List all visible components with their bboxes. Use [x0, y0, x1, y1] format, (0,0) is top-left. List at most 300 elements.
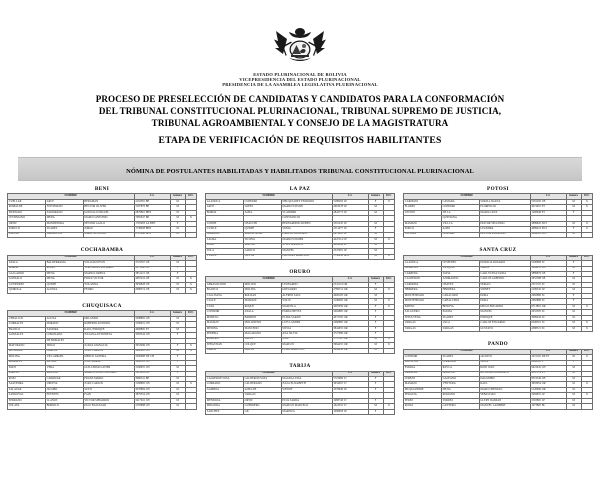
cell-apellido-materno: CANTERO [441, 404, 479, 409]
cell-nombres: DORA [479, 299, 530, 304]
cell-apellido-materno: BARBON [243, 315, 281, 320]
cell-apellido-paterno: AYALA [8, 261, 46, 266]
col-header-ci: C.I. [332, 194, 368, 199]
cell-apellido-materno: PALMA [441, 310, 479, 315]
col-header-ci: C.I. [134, 311, 170, 316]
col-header-genero: Género [368, 371, 383, 376]
cell-apellido-paterno: CONDE [206, 221, 244, 226]
cell-apellido-materno: ROMANO [441, 393, 479, 398]
cell-nombres: JUAN CARLOS [83, 349, 134, 354]
cell-ioc [185, 404, 196, 409]
cell-apellido-materno: MOLINA [45, 371, 83, 376]
cell-apellido-paterno: CALDERON SOSA [206, 377, 244, 382]
cell-apellido-materno: ROLDAN [243, 293, 281, 298]
page-subtitle: ETAPA DE VERIFICACIÓN DE REQUISITOS HABILITANTES [158, 134, 442, 146]
bolivia-coat-of-arms [272, 26, 328, 70]
cell-ioc: X [581, 382, 592, 387]
cell-apellido-paterno: CARDONA [404, 282, 442, 287]
cell-nombres: DAGOMBO [479, 377, 530, 382]
cell-ci: 2547901 LP [332, 249, 368, 254]
cell-genero: M [170, 232, 185, 237]
table-row [8, 288, 197, 293]
cell-apellido-materno: MANDEPORA [45, 221, 83, 226]
cell-apellido-materno: TRIGO [45, 344, 83, 349]
cell-genero: M [566, 387, 581, 392]
cell-apellido-paterno: FRANCO [8, 327, 46, 332]
cell-apellido-paterno: CALLE [206, 299, 244, 304]
cell-apellido-paterno: ALARCON [404, 266, 442, 271]
cell-ioc [581, 404, 592, 409]
cell-apellido-materno: MACHO [243, 243, 281, 248]
cell-ci: 4668895 PT [134, 327, 170, 332]
cell-ci: 2199545 LP [530, 288, 566, 293]
department-table [403, 255, 593, 333]
cell-ci: 5723966 TJ [332, 377, 368, 382]
cell-ci: 4005056 OR [332, 304, 368, 309]
cell-genero: F [170, 266, 185, 271]
cell-genero: F [566, 210, 581, 215]
cell-ci: 3864385 POT [530, 232, 566, 237]
cell-genero: M [368, 337, 383, 342]
cell-ci: 3464885 OR [332, 310, 368, 315]
cell-ioc: X [383, 304, 394, 309]
department-block [7, 303, 197, 410]
cell-ci: 7985647 BE [134, 216, 170, 221]
cell-apellido-paterno: TOLA [206, 249, 244, 254]
cell-ci: 3167876 BE [134, 205, 170, 210]
cell-genero: M [368, 293, 383, 298]
cell-apellido-materno: CHAVARI [441, 232, 479, 237]
cell-ci: 3653499 CH [134, 344, 170, 349]
cell-genero: F [368, 387, 383, 392]
cell-apellido-paterno: ARCE [206, 205, 244, 210]
cell-apellido-materno: GIL [243, 409, 281, 414]
cell-nombres: ERICK VICTOR [83, 277, 134, 282]
cell-apellido-paterno: HERRERA [404, 288, 442, 293]
cell-apellido-paterno: MEDINA [206, 326, 244, 331]
department-columns [0, 181, 600, 424]
cell-apellido-paterno: SERRANO [8, 398, 46, 403]
cell-nombres: YOLANDA [83, 282, 134, 287]
col-header-ioc: IOC [581, 194, 592, 199]
cell-genero: F [566, 272, 581, 277]
cell-apellido-materno: CONDORI [243, 199, 281, 204]
cell-apellido-materno: JACOBO [45, 387, 83, 392]
cell-apellido-materno: LLANOS [45, 398, 83, 403]
cell-nombres: JULIA ELIZABETH [281, 382, 332, 387]
cell-apellido-materno: GUERRERO [243, 404, 281, 409]
cell-ci: 2844773 LP [332, 210, 368, 215]
cell-nombres: VICTOR MEDARDO [83, 398, 134, 403]
department-table [7, 193, 197, 238]
cell-ci: 3634655 TJ [332, 382, 368, 387]
cell-genero: F [368, 377, 383, 382]
cell-apellido-paterno: PERALTA [404, 393, 442, 398]
cell-apellido-paterno: GUTIERREZ [8, 282, 46, 287]
cell-ioc: X [383, 299, 394, 304]
org-line-2: VICEPRESIDENCIA DEL ESTADO PLURINACIONAL [239, 77, 361, 83]
cell-nombres: ANA SILVIA [281, 332, 332, 337]
cell-ci: 5281295 CB [530, 199, 566, 204]
cell-ioc: X [581, 355, 592, 360]
cell-ci: 8519546 CB [530, 377, 566, 382]
department-block [403, 186, 593, 238]
cell-nombres: MARCO ANTONIO [83, 216, 134, 221]
cell-apellido-materno: CESPEDES [441, 261, 479, 266]
cell-ioc [383, 409, 394, 414]
cell-apellido-materno: FUENTES [45, 393, 83, 398]
cell-nombres: SERGIO [479, 282, 530, 287]
cell-apellido-paterno: CUELLAR [8, 199, 46, 204]
cell-ioc: X [185, 288, 196, 293]
cell-apellido-materno: PRIETO [243, 348, 281, 353]
cell-ioc: X [581, 393, 592, 398]
cell-genero: M [170, 227, 185, 232]
cell-apellido-paterno: MUQUIANDRE [404, 387, 442, 392]
cell-apellido-paterno: ALANOCA [206, 199, 244, 204]
cell-apellido-materno: COLQUE [243, 343, 281, 348]
cell-apellido-paterno: MAMANI [404, 382, 442, 387]
department-name: POTOSI [487, 185, 509, 192]
cell-nombres: ANTONIO HUMBERTO [479, 371, 530, 376]
cell-nombres: SIMON [479, 266, 530, 271]
cell-ci: 3899455 CB [530, 266, 566, 271]
col-header-ioc: IOC [581, 255, 592, 260]
cell-apellido-materno: CARRIZAR [45, 377, 83, 382]
cell-genero: F [566, 360, 581, 365]
cell-nombres: WENDY [281, 387, 332, 392]
cell-apellido-materno: SUAREZ [441, 355, 479, 360]
cell-nombres: RONI IVAN [479, 366, 530, 371]
cell-ci: 2515725 SC [530, 282, 566, 287]
cell-ci: 1624352 TJ [332, 404, 368, 409]
col-header-nombre: NOMBRE [404, 255, 531, 260]
cell-nombres: SEBASTIAN [479, 393, 530, 398]
cell-ci: 3593865 LP [530, 398, 566, 403]
cell-ci: 3078984 CH [134, 387, 170, 392]
cell-ci: 3936828 CB [134, 282, 170, 287]
cell-ci: 1098658 LP [332, 409, 368, 414]
cell-ci: 4006185 OR [332, 293, 368, 298]
department-table [7, 255, 197, 294]
department-block [205, 363, 395, 415]
cell-apellido-materno: TICONA [243, 238, 281, 243]
cell-apellido-paterno: ROMALDE [8, 205, 46, 210]
cell-apellido-paterno: ESPADA [404, 366, 442, 371]
cell-ci: 3889845 POT [530, 221, 566, 226]
cell-apellido-paterno: FAGALDE [404, 371, 442, 376]
cell-apellido-materno: DE LA [441, 210, 479, 215]
cell-apellido-materno: CAMARA [441, 199, 479, 204]
col-header-ci: C.I. [530, 349, 566, 354]
department-name: PANDO [487, 341, 509, 348]
cell-ci: 2679985 LP [332, 232, 368, 237]
cell-nombres: SOFIA [479, 360, 530, 365]
cell-apellido-materno: ROJAS [45, 266, 83, 271]
col-header-genero: Género [368, 277, 383, 282]
cell-ioc: X [383, 404, 394, 409]
cell-apellido-paterno: LETONI [404, 210, 442, 215]
cell-apellido-materno: QUISPE [45, 282, 83, 287]
cell-nombres: MARIA CRUZ [479, 210, 530, 215]
cell-apellido-paterno: GAMBOA [206, 387, 244, 392]
cell-genero: F [170, 371, 185, 376]
cell-genero: M [566, 398, 581, 403]
cell-ci: 3417941 CH [134, 398, 170, 403]
cell-ci: 4447114 LP [332, 238, 368, 243]
cell-apellido-paterno: MAMANI [404, 221, 442, 226]
cell-apellido-paterno: GONZALO [8, 277, 46, 282]
cell-genero: F [566, 293, 581, 298]
col-header-nombre: NOMBRE [404, 194, 531, 199]
cell-nombres: MARIO LORENA [83, 272, 134, 277]
cell-apellido-materno: MEJIA [45, 272, 83, 277]
cell-apellido-paterno: GALLARDO [8, 272, 46, 277]
cell-nombres: DORA [479, 293, 530, 298]
cell-genero: M [368, 205, 383, 210]
cell-apellido-paterno: YUPIZZ [206, 254, 244, 259]
cell-genero: F [368, 304, 383, 309]
cell-nombres: MAGDA LUISA [281, 377, 332, 382]
cell-nombres: PAUL BALTAZAR [83, 404, 134, 409]
cell-apellido-materno: SUAREZ [45, 227, 83, 232]
cell-apellido-materno: ANDRANDO [441, 277, 479, 282]
cell-ioc: X [383, 288, 394, 293]
cell-genero: M [566, 266, 581, 271]
cell-nombres: EMMA NIEVES [281, 310, 332, 315]
cell-apellido-materno: VARGAS [441, 326, 479, 331]
cell-nombres: MARITZA [281, 409, 332, 414]
cell-ioc: X [581, 321, 592, 326]
cell-apellido-paterno: MORALES [8, 360, 46, 365]
cell-ci: 1673865 BC [530, 404, 566, 409]
cell-apellido-materno: ROQUE [243, 304, 281, 309]
cell-apellido-paterno: TINTAYA [404, 232, 442, 237]
department-name: SANTA CRUZ [479, 247, 517, 254]
cell-apellido-materno: ALBO [441, 227, 479, 232]
cell-genero: M [170, 277, 185, 282]
cell-ci: 3198485 OR [332, 299, 368, 304]
cell-apellido-paterno: SEPULVEDA [404, 315, 442, 320]
cell-apellido-materno: VASQUEZ [441, 266, 479, 271]
cell-apellido-paterno: PATIÑO [404, 304, 442, 309]
cell-genero: M [566, 355, 581, 360]
table-row [206, 254, 395, 259]
cell-apellido-materno: CHAVEZ [441, 282, 479, 287]
cell-apellido-materno: BEDOYA [441, 304, 479, 309]
cell-apellido-paterno: CORRADO [206, 382, 244, 387]
cell-nombres: CARLOS ALBERTO [479, 277, 530, 282]
cell-ci: 3652588 CB [530, 277, 566, 282]
cell-apellido-materno: ACOSTA [45, 288, 83, 293]
cell-apellido-materno: RAYCA [441, 366, 479, 371]
cell-apellido-materno: CABALLERO [441, 299, 479, 304]
cell-apellido-materno: PAUCE [243, 337, 281, 342]
col-header-ci: C.I. [134, 255, 170, 260]
department-name: CHUQUISACA [82, 302, 122, 309]
cell-genero: M [566, 393, 581, 398]
cell-ci: 3188293 LP [332, 199, 368, 204]
cell-ioc [185, 232, 196, 237]
col-header-ci: C.I. [332, 277, 368, 282]
cell-apellido-materno: ACUÑA [45, 316, 83, 321]
cell-apellido-materno: MANCEDO [243, 326, 281, 331]
cell-apellido-materno: ORTIZ [243, 398, 281, 403]
cell-genero: F [566, 227, 581, 232]
cell-apellido-paterno: CORRALES [8, 322, 46, 327]
cell-apellido-materno: MEDA [45, 216, 83, 221]
cell-ioc: X [185, 344, 196, 349]
cell-apellido-paterno: ROMERO [206, 337, 244, 342]
cell-ioc: X [581, 221, 592, 226]
column-1 [3, 186, 201, 419]
cell-nombres: NESTOR GALLO [83, 221, 134, 226]
cell-ci: 3391245 LP [332, 221, 368, 226]
cell-genero: M [368, 348, 383, 353]
cell-genero: M [566, 232, 581, 237]
cell-genero: F [368, 199, 383, 204]
cell-nombres: JORGE ANTONIO [83, 232, 134, 237]
cell-apellido-paterno: CALLISAYA [206, 293, 244, 298]
cell-nombres: SILVIA [281, 326, 332, 331]
cell-genero: M [368, 249, 383, 254]
cell-nombres: MARIO WILMER [281, 238, 332, 243]
cell-nombres: BERNARDINO RUBEN [281, 221, 332, 226]
cell-apellido-paterno: LIMA [206, 243, 244, 248]
cell-ioc [581, 232, 592, 237]
cell-genero: M [566, 382, 581, 387]
col-header-ioc: IOC [383, 194, 394, 199]
col-header-nombre: NOMBRE [206, 371, 333, 376]
cell-ci: 3879354 CH [134, 393, 170, 398]
cell-genero: F [368, 409, 383, 414]
cell-genero: M [368, 221, 383, 226]
cell-apellido-materno: VILLCA [441, 221, 479, 226]
cell-nombres: MARCELA [281, 304, 332, 309]
cell-genero: M [170, 282, 185, 287]
cell-nombres: MARCO BENICIO [479, 387, 530, 392]
cell-apellido-paterno: JUREZO [404, 377, 442, 382]
cell-apellido-materno: TAPIA [441, 272, 479, 277]
cell-genero: M [566, 277, 581, 282]
department-block [205, 186, 395, 260]
cell-nombres: WILLY [281, 299, 332, 304]
cell-apellido-materno: MAMANI [243, 299, 281, 304]
cell-apellido-materno: ALBA [243, 210, 281, 215]
cell-apellido-paterno: PEREZ [404, 398, 442, 403]
cell-apellido-materno: VILLARROEL [45, 355, 83, 360]
cell-apellido-materno: MEJIA [45, 277, 83, 282]
cell-nombres: ELVA ZARDA [281, 398, 332, 403]
department-name: TARIJA [289, 363, 311, 370]
col-header-genero: Género [170, 311, 185, 316]
title-line-2: DEL TRIBUNAL CONSTITUCIONAL PLURINACIONAL, TRIBUNAL SUPREMO DE JUSTICIA, [98, 106, 502, 117]
cell-genero: M [368, 343, 383, 348]
cell-apellido-materno: CALDERADO [243, 382, 281, 387]
cell-apellido-materno: HUYTA [243, 254, 281, 259]
cell-nombres: CRISTIAN MARCELO [281, 254, 332, 259]
cell-apellido-paterno: ALANOCA [404, 261, 442, 266]
cell-ci: 4187174 PT [530, 371, 566, 376]
cell-genero: M [170, 398, 185, 403]
cell-genero: M [170, 387, 185, 392]
cell-ci: 5128006 OR [530, 387, 566, 392]
cell-genero: M [368, 299, 383, 304]
cell-genero: M [368, 210, 383, 215]
cell-ci: 2952395 SC [530, 310, 566, 315]
cell-apellido-paterno: HIDALGO [206, 232, 244, 237]
cell-ioc: X [383, 238, 394, 243]
cell-apellido-paterno: SANCHEZ [206, 409, 244, 414]
cell-ci: 4282944 LP [332, 243, 368, 248]
cell-ci: 3168895 CH [134, 382, 170, 387]
col-header-nombre: NOMBRE [8, 194, 135, 199]
cell-genero: M [170, 316, 185, 321]
cell-nombres: CARLOS EDUARDO [479, 321, 530, 326]
cell-apellido-paterno: ZARZA [206, 348, 244, 353]
cell-ioc: X [383, 337, 394, 342]
cell-apellido-paterno: MENDOZA [206, 398, 244, 403]
cell-apellido-materno: BONILLA [441, 371, 479, 376]
cell-ci: 4073185 OR [332, 315, 368, 320]
cell-ci: 3298525 CH [134, 360, 170, 365]
cell-genero: M [566, 310, 581, 315]
cell-nombres: JUAN CARLOS [83, 382, 134, 387]
cell-nombres: PEDRO [83, 288, 134, 293]
col-header-ioc: IOC [185, 255, 196, 260]
cell-ci: 2879861 BEN [134, 210, 170, 215]
cell-ci: 3986341 BE [134, 377, 170, 382]
cell-apellido-paterno: MORELO [206, 315, 244, 320]
cell-apellido-paterno: SALAZAR [8, 387, 46, 392]
cell-nombres: ELIDA SARAH [281, 315, 332, 320]
cell-genero: M [170, 199, 185, 204]
department-name: COCHABAMBA [80, 247, 124, 254]
cell-ci: 3111241 CH [134, 371, 170, 376]
cell-ci: 3486885 OR [332, 321, 368, 326]
cell-ioc: X [581, 326, 592, 331]
cell-genero: M [170, 377, 185, 382]
cell-genero: M [170, 210, 185, 215]
cell-nombres: IVAN [83, 393, 134, 398]
cell-nombres: JESUS MANOLO [281, 243, 332, 248]
cell-nombres: CONSTANCIO [281, 216, 332, 221]
department-block [7, 186, 197, 238]
cell-genero: M [170, 322, 185, 327]
cell-apellido-paterno: CARRERA [404, 272, 442, 277]
cell-apellido-paterno: BORDA [206, 210, 244, 215]
col-header-nombre: NOMBRE [8, 311, 135, 316]
cell-genero: F [368, 227, 383, 232]
cell-genero: F [566, 261, 581, 266]
cell-genero: M [368, 243, 383, 248]
cell-ci: 3183888 CH [134, 404, 170, 409]
cell-apellido-paterno: CARDOZO [404, 199, 442, 204]
cell-ci: 3989456 SC [530, 315, 566, 320]
cell-apellido-paterno: ROJAS [404, 404, 442, 409]
cell-genero: M [566, 221, 581, 226]
cell-ci: 2603478 LP [332, 205, 368, 210]
department-name: LA PAZ [289, 185, 311, 192]
cell-ci: 3284655 LP [530, 393, 566, 398]
cell-apellido-materno: DE MORALES [45, 338, 83, 343]
cell-nombres: JORGE [83, 227, 134, 232]
cell-genero: M [170, 349, 185, 354]
cell-apellido-paterno: MATURANO [8, 344, 46, 349]
cell-genero: F [368, 310, 383, 315]
cell-ci: 3844655 OR [332, 326, 368, 331]
cell-apellido-paterno: CUTILE [206, 227, 244, 232]
